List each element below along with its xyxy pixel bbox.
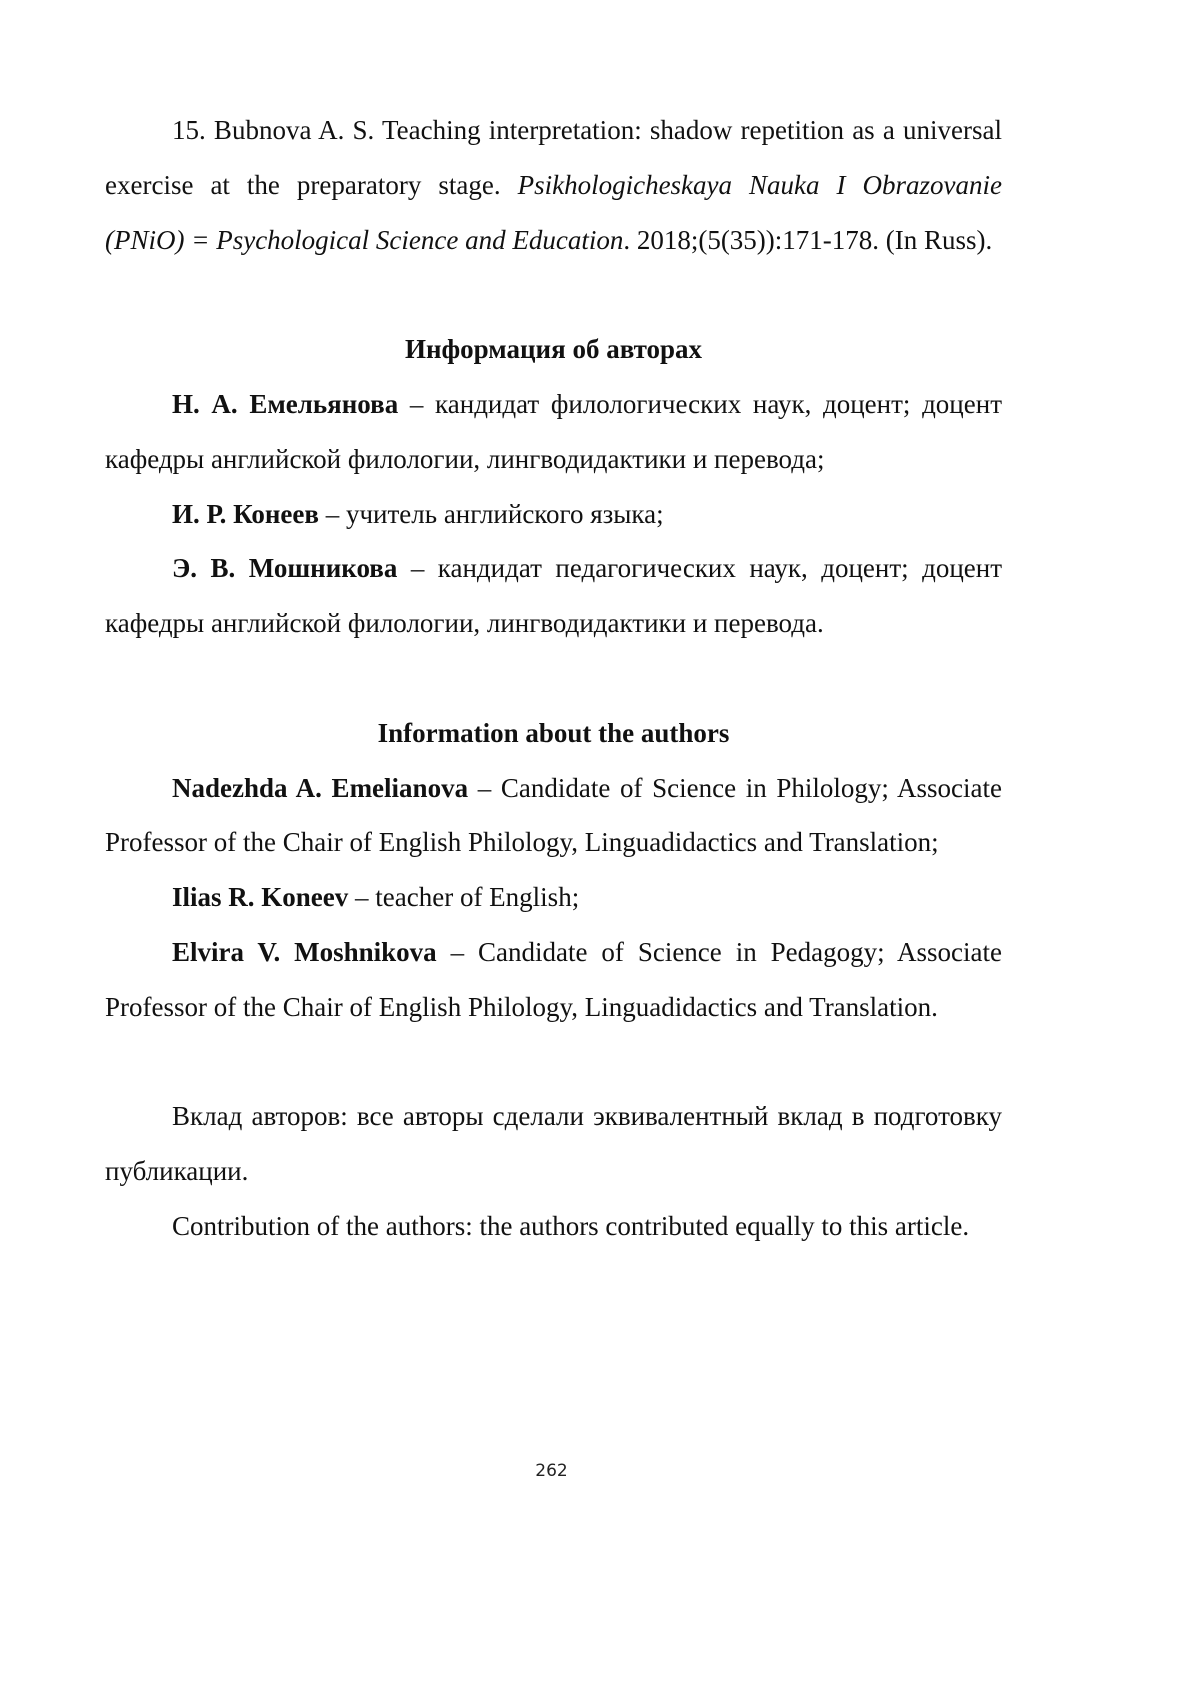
en-author-description: – teacher of English; [348,882,580,913]
en-contribution: Contribution of the authors: the authors contributed equally to this article. [172,1210,970,1241]
en-author-2 [105,870,1002,925]
en-author-1 [105,761,1002,871]
spacer [105,267,1002,322]
ru-author-description: – учитель английского языка; [318,498,664,529]
en-author-3 [105,925,1002,1035]
page-number: 262 [535,1461,568,1481]
en-author-name: Elvira V. Moshnikova [172,936,437,967]
en-author-name: Ilias R. Koneev [172,882,349,913]
ru-author-description: – кандидат филологических наук, доцент; доцент кафедры английской филологии, лингводидактики и перевода; [105,388,1002,474]
ru-author-3 [105,541,1002,651]
en-author-description: – Candidate of Science in Pedagogy; Associate Professor of the Chair of English Philology, Linguadidactics and Translation. [105,936,1002,1022]
reference-journal: Psikhologicheskaya Nauka I Obrazovanie (PNiO) = Psychological Science and Education [105,169,1003,255]
spacer [105,651,1002,706]
ru-author-1 [105,377,1002,487]
ru-author-name: И. Р. Конеев [172,498,319,529]
en-authors-heading: Information about the authors [377,717,730,748]
spacer [105,1035,1002,1090]
ru-authors-heading: Информация об авторах [404,334,703,365]
reference-lead: 15. Bubnova A. S. Teaching interpretation: shadow repetition as a universal exercise at the preparatory stage. [105,115,1002,200]
ru-author-name: Э. В. Мошникова [172,553,398,584]
page-body [105,103,1002,1254]
ru-author-name: Н. А. Емельянова [172,388,399,419]
ru-author-description: – кандидат педагогических наук, доцент; доцент кафедры английской филологии, лингводидактики и перевода. [105,553,1002,639]
en-author-description: – Candidate of Science in Philology; Associate Professor of the Chair of English Philology, Linguadidactics and Translation; [105,772,1002,858]
reference-tail: . 2018;(5(35)):171-178. (In Russ). [623,224,993,255]
en-author-name: Nadezhda A. Emelianova [172,772,469,803]
reference-entry [105,103,1002,267]
ru-author-2 [105,487,1002,542]
ru-contribution: Вклад авторов: все авторы сделали эквивалентный вклад в подготовку публикации. [105,1101,1002,1187]
